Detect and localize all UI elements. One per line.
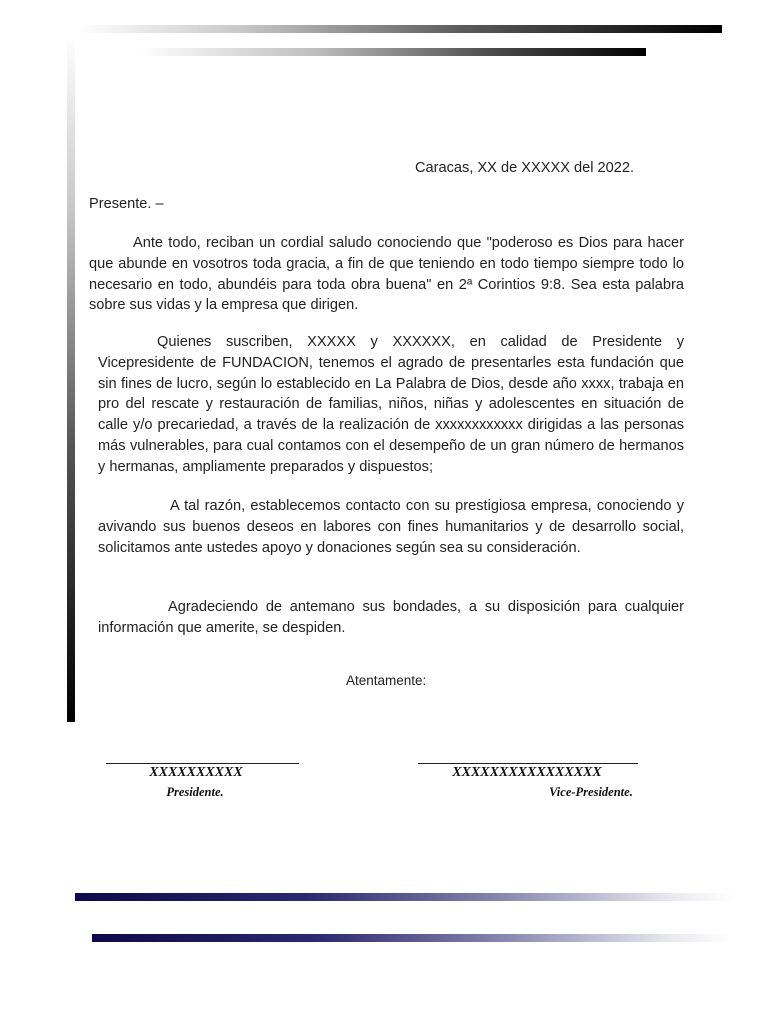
letter-paragraph-1 (89, 233, 684, 316)
top-decorative-bar (78, 25, 722, 33)
signature-name-vice-president: XXXXXXXXXXXXXXXX (452, 765, 602, 780)
signature-line-president (106, 763, 299, 764)
bottom-decorative-bar-secondary (92, 934, 732, 942)
letter-closing: Atentamente: (346, 673, 427, 688)
signature-name-president: XXXXXXXXXX (149, 765, 243, 780)
paragraph-3-text: A tal razón, establecemos contacto con su prestigiosa empresa, conociendo y avivando sus buenos deseos en labores con fines humanitarios y de desarrollo social, solicitamos ante ustedes apoyo y donaciones según sea su consideración. (98, 498, 684, 556)
paragraph-2-text: Quienes suscriben, XXXXX y XXXXXX, en calidad de Presidente y Vicepresidente de FUNDACION, tenemos el agrado de presentarles esta fundación que sin fines de lucro, según lo establecido en La Palabra de Dios, desde año xxxx, trabaja en pro del rescate y restauración de familias, niños, niñas y adolescentes en situación de calle y/o precariedad, a través de la realización de xxxxxxxxxxxx dirigidas a las personas más vulnerables, para cual contamos con el desempeño de un gran número de hermanos y hermanas, ampliamente preparados y dispuestos; (98, 334, 684, 475)
signature-role-vice-president: Vice-Presidente. (549, 785, 633, 799)
letter-paragraph-3 (98, 496, 684, 558)
paragraph-1-text: Ante todo, reciban un cordial saludo conociendo que "poderoso es Dios para hacer que abunde en vosotros toda gracia, a fin de que teniendo en todo tiempo siempre todo lo necesario en todo, abundéis para toda obra buena" en 2ª Corintios 9:8. Sea esta palabra sobre sus vidas y la empresa que dirigen. (89, 235, 684, 314)
signature-role-president: Presidente. (166, 785, 224, 799)
letter-paragraph-4 (98, 597, 684, 639)
letter-paragraph-2 (98, 332, 684, 478)
bottom-decorative-bar (75, 893, 735, 901)
letter-greeting: Presente. – (89, 196, 164, 212)
signature-line-vice-president (418, 763, 638, 764)
letter-date: Caracas, XX de XXXXX del 2022. (415, 160, 635, 176)
paragraph-4-text: Agradeciendo de antemano sus bondades, a su disposición para cualquier información que amerite, se despiden. (98, 599, 684, 636)
left-decorative-bar (67, 36, 75, 722)
top-decorative-bar-secondary (140, 48, 646, 56)
